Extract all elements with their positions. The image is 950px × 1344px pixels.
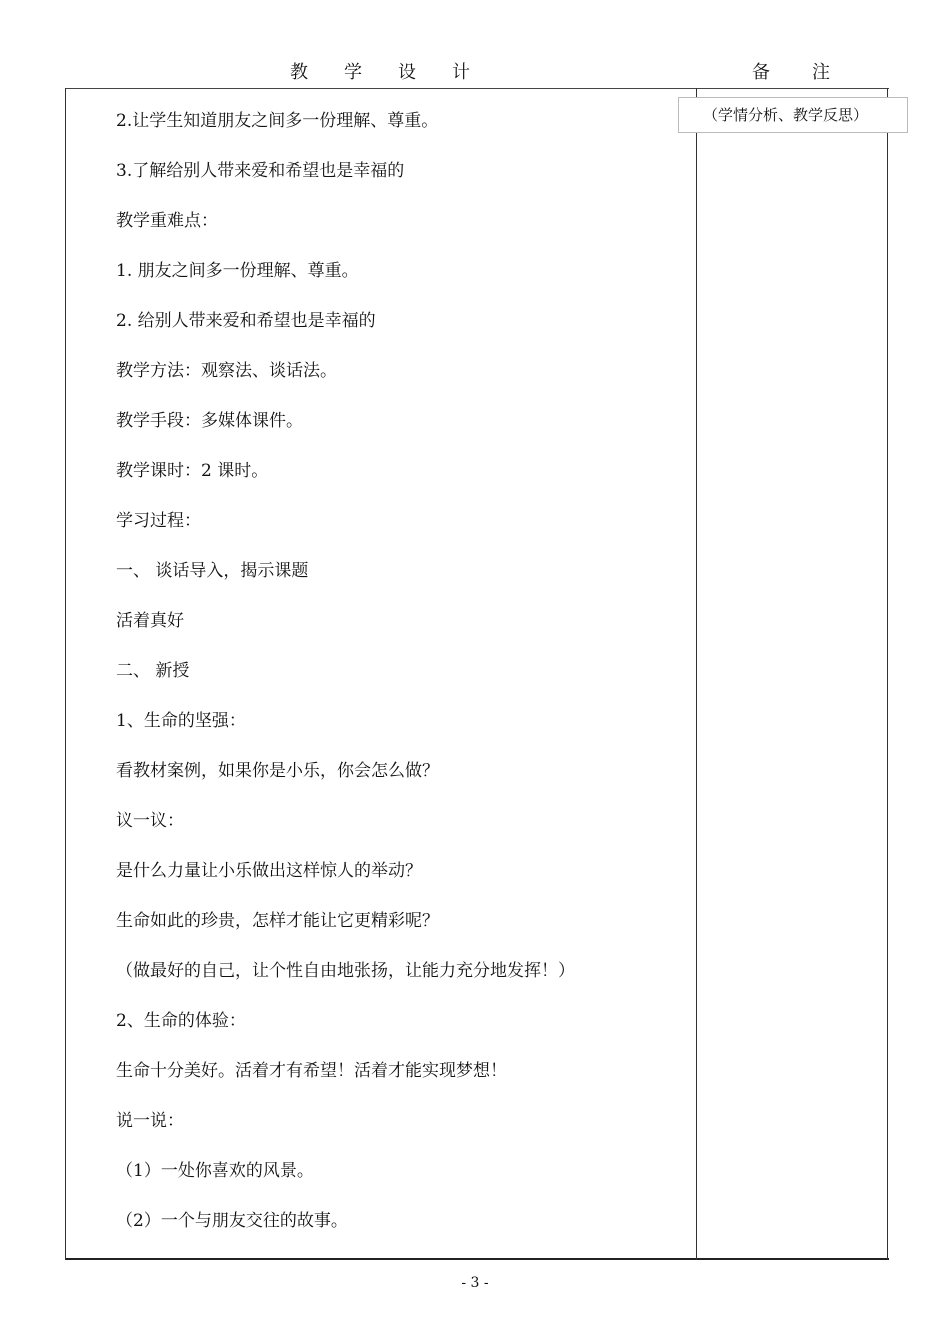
- content-line: （1）一处你喜欢的风景。: [116, 1161, 314, 1181]
- content-line: （做最好的自己，让个性自由地张扬，让能力充分地发挥！）: [116, 961, 575, 981]
- content-line: 教学重难点：: [116, 211, 218, 231]
- table-column-divider: [696, 88, 697, 1260]
- content-line: 说一说：: [116, 1111, 184, 1131]
- note-column-label: （学情分析、教学反思）: [678, 97, 908, 133]
- content-line: 学习过程：: [116, 511, 201, 531]
- content-line: 活着真好: [116, 611, 184, 631]
- content-line: 是什么力量让小乐做出这样惊人的举动？: [116, 861, 422, 881]
- content-line: 看教材案例，如果你是小乐，你会怎么做？: [116, 761, 439, 781]
- content-line: 一、 谈话导入，揭示课题: [116, 561, 309, 581]
- content-line: 2.让学生知道朋友之间多一份理解、尊重。: [116, 111, 439, 131]
- table-right-border: [887, 88, 888, 1260]
- lesson-content: [116, 108, 686, 1258]
- header-note: 备注: [752, 62, 872, 83]
- content-line: 3.了解给别人带来爱和希望也是幸福的: [116, 161, 405, 181]
- page-number: - 3 -: [461, 1275, 489, 1291]
- content-line: 议一议：: [116, 811, 184, 831]
- content-line: 教学方法：观察法、谈话法。: [116, 361, 337, 381]
- content-line: 教学手段：多媒体课件。: [116, 411, 303, 431]
- content-line: 二、 新授: [116, 661, 190, 681]
- content-line: （2）一个与朋友交往的故事。: [116, 1211, 348, 1231]
- content-line: 2、生命的体验：: [116, 1011, 246, 1031]
- table-left-border: [65, 88, 66, 1260]
- content-line: 1. 朋友之间多一份理解、尊重。: [116, 261, 359, 281]
- header-title: 教学设计: [290, 62, 506, 83]
- content-line: 教学课时：2 课时。: [116, 461, 269, 481]
- content-line: 生命十分美好。活着才有希望！活着才能实现梦想！: [116, 1061, 507, 1081]
- content-line: 生命如此的珍贵，怎样才能让它更精彩呢？: [116, 911, 439, 931]
- content-line: 2. 给别人带来爱和希望也是幸福的: [116, 311, 376, 331]
- content-line: 1、生命的坚强：: [116, 711, 246, 731]
